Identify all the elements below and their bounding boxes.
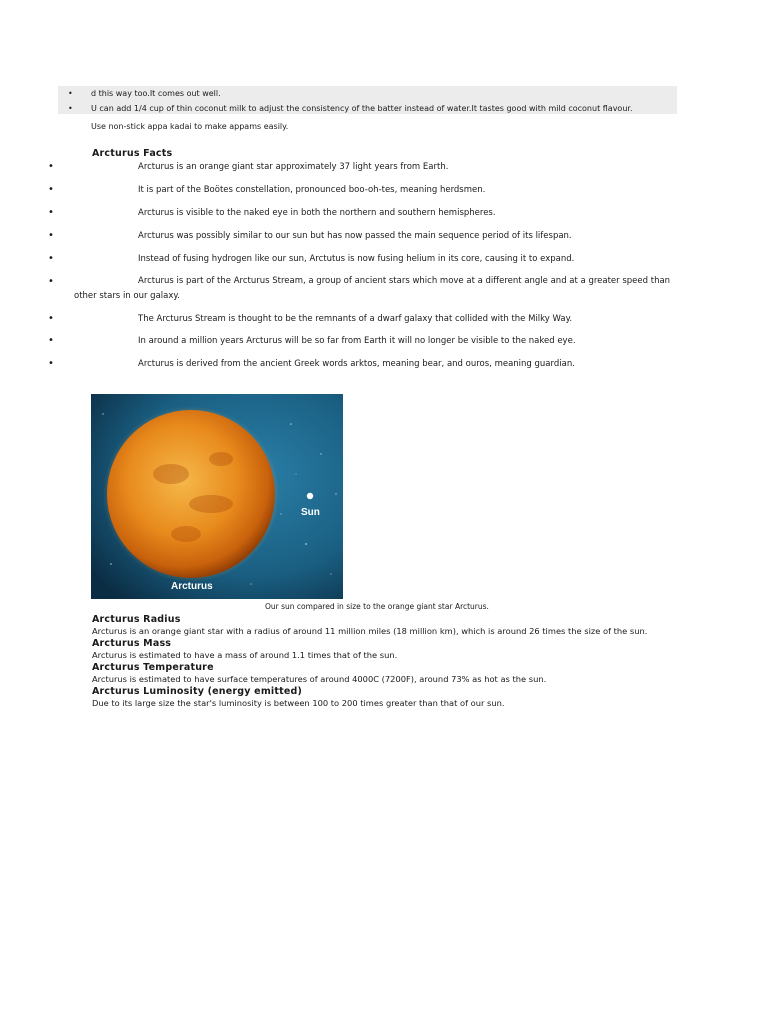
arcturus-label: Arcturus bbox=[171, 581, 213, 592]
section-text: Arcturus is estimated to have a mass of around 1.1 times that of the sun. bbox=[92, 650, 398, 660]
list-bullet: • bbox=[68, 89, 73, 98]
sun-dot bbox=[307, 493, 313, 499]
fact-item: It is part of the Boötes constellation, pronounced boo-oh-tes, meaning herdsmen. bbox=[138, 185, 486, 195]
section-text: Arcturus is estimated to have surface temperatures of around 4000C (7200F), around 73% as hot as the sun. bbox=[92, 674, 547, 684]
fact-bullet: • bbox=[48, 253, 54, 264]
list-bullet: • bbox=[68, 104, 73, 113]
fact-bullet: • bbox=[48, 161, 54, 172]
fact-item: Arcturus is visible to the naked eye in both the northern and southern hemispheres. bbox=[138, 208, 496, 218]
fact-bullet: • bbox=[48, 313, 54, 324]
fact-item: Instead of fusing hydrogen like our sun, Arctutus is now fusing helium in its core, causing it to expand. bbox=[138, 254, 575, 264]
section-heading: Arcturus Luminosity (energy emitted) bbox=[92, 686, 303, 697]
figure-caption: Our sun compared in size to the orange giant star Arcturus. bbox=[265, 602, 489, 611]
note-text: Use non-stick appa kadai to make appams easily. bbox=[91, 122, 289, 131]
fact-bullet: • bbox=[48, 335, 54, 346]
fact-item: The Arcturus Stream is thought to be the remnants of a dwarf galaxy that collided with the Milky Way. bbox=[138, 314, 573, 324]
fact-bullet: • bbox=[48, 207, 54, 218]
fact-bullet: • bbox=[48, 276, 54, 287]
sun-label: Sun bbox=[301, 507, 320, 518]
section-text: Arcturus is an orange giant star with a radius of around 11 million miles (18 million km), which is around 26 times the size of the sun. bbox=[92, 626, 648, 636]
arcturus-sun-comparison-image bbox=[91, 394, 343, 599]
fact-item: Arcturus is part of the Arcturus Stream, a group of ancient stars which move at a different angle and at a greater speed than other stars in our galaxy. bbox=[74, 276, 671, 301]
fact-bullet: • bbox=[48, 230, 54, 241]
facts-heading: Arcturus Facts bbox=[92, 148, 173, 159]
section-heading: Arcturus Mass bbox=[92, 638, 172, 649]
top-list-item: U can add 1/4 cup of thin coconut milk to adjust the consistency of the batter instead of water.It tastes good with mild coconut flavour. bbox=[91, 104, 633, 113]
fact-bullet: • bbox=[48, 184, 54, 195]
fact-bullet: • bbox=[48, 358, 54, 369]
section-heading: Arcturus Radius bbox=[92, 614, 181, 625]
fact-item: Arcturus is derived from the ancient Greek words arktos, meaning bear, and ouros, meaning guardian. bbox=[138, 359, 575, 369]
fact-item: Arcturus is an orange giant star approximately 37 light years from Earth. bbox=[138, 162, 449, 172]
fact-item: Arcturus was possibly similar to our sun but has now passed the main sequence period of its lifespan. bbox=[138, 231, 572, 241]
section-heading: Arcturus Temperature bbox=[92, 662, 214, 673]
fact-item: In around a million years Arcturus will be so far from Earth it will no longer be visible to the naked eye. bbox=[138, 336, 576, 346]
top-list-item: d this way too.It comes out well. bbox=[91, 89, 221, 98]
section-text: Due to its large size the star's luminosity is between 100 to 200 times greater than that of our sun. bbox=[92, 698, 505, 708]
